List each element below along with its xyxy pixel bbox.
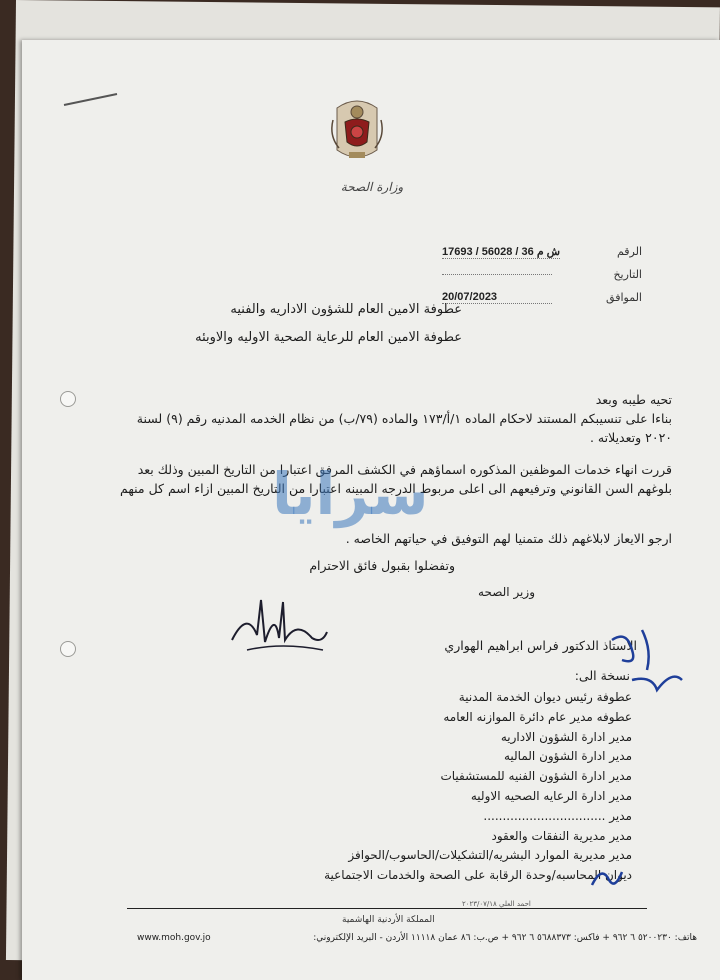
- greeting: تحيه طيبه وبعد: [595, 392, 672, 407]
- footer-kingdom: المملكة الأردنية الهاشمية: [342, 915, 435, 925]
- body-paragraph-1: بناءا على تنسيبكم المستند لاحكام الماده ١/أ/١٧٣ والماده (٧٩/ب) من نظام الخدمه المدنيه رقم (٩) لسنة ٢٠٢٠ وتعديلاته .: [136, 411, 672, 445]
- footer-contacts: [137, 933, 697, 943]
- cc-item: مدير ادارة الشؤون الماليه: [503, 749, 632, 764]
- addressee-1: عطوفة الامين العام للشؤون الاداريه والفنيه: [230, 302, 462, 317]
- corresponding-date-value: 20/07/2023: [442, 291, 552, 304]
- reference-number-row: [442, 240, 642, 263]
- reference-block: [442, 240, 642, 309]
- handwritten-signature: [227, 580, 337, 670]
- reference-note: احمد العلي ٢٠٢٣/٠٧/١٨: [462, 900, 531, 908]
- corresponding-date-label: الموافق: [606, 291, 642, 304]
- cc-label: نسخة الى:: [574, 668, 630, 683]
- footer-contact-details: هاتف: ٥٢٠٠٢٣٠ ٦ ٩٦٢ + فاكس: ٥٦٨٨٣٧٣ ٦ ٩٦٢ + ص.ب: ٨٦ عمان ١١١١٨ الأردن - البريد الإلكتروني:: [313, 933, 697, 943]
- minister-title: وزير الصحه: [478, 585, 535, 599]
- body-paragraph-3: ارجو الايعاز لابلاغهم ذلك متمنيا لهم التوفيق في حياتهم الخاصه .: [345, 531, 672, 546]
- cc-item: مدير ادارة الرعايه الصحيه الاوليه: [470, 788, 632, 803]
- addressee-2: عطوفة الامين العام للرعاية الصحية الاوليه والاوبئه: [195, 330, 462, 345]
- cc-item: عطوفه مدير عام دائرة الموازنه العامه: [443, 709, 632, 724]
- jordan-crest-icon: [327, 90, 387, 170]
- pen-annotation: [587, 860, 627, 895]
- date-label: التاريخ: [613, 268, 642, 281]
- cc-item: مدير مديرية النفقات والعقود: [491, 828, 632, 843]
- cc-item: مدير ................................: [483, 808, 632, 823]
- corresponding-date-row: [442, 286, 642, 309]
- reference-number-label: الرقم: [616, 245, 642, 258]
- letter-page: [22, 40, 720, 980]
- cc-item: ديوان المحاسبه/وحدة الرقابة على الصحة والخدمات الاجتماعية: [324, 868, 632, 883]
- punch-hole: [60, 641, 76, 657]
- pen-annotation: [602, 620, 692, 700]
- punch-hole: [60, 391, 76, 407]
- cc-item: مدير مديرية الموارد البشريه/التشكيلات/الحاسوب/الحوافز: [348, 848, 632, 863]
- cc-item: عطوفة رئيس ديوان الخدمة المدنية: [458, 690, 632, 704]
- closing-line: وتفضلوا بقبول فائق الاحترام: [309, 558, 455, 573]
- cc-item: مدير ادارة الشؤون الاداريه: [500, 729, 632, 744]
- reference-number-value: 17693 / 56028 / 36 ش م: [442, 245, 561, 258]
- body-paragraph-2: قررت انهاء خدمات الموظفين المذكوره اسماؤهم في الكشف المرفق اعتبارا من التاريخ المبين وذلك بعد بلوغهم السن القانوني وترفيعهم الى اعلى مربوط الدرجه المبينه اعتبارا من التاريخ المبين ازاء اسم كل منهم: [120, 462, 672, 496]
- pen-mark: [62, 90, 122, 110]
- signer-name: الاستاذ الدكتور فراس ابراهيم الهواري: [444, 638, 637, 653]
- date-value: [442, 274, 552, 275]
- date-row: [442, 263, 642, 286]
- footer-website: www.moh.gov.jo: [137, 933, 211, 943]
- ministry-name: وزارة الصحة: [340, 180, 404, 194]
- cc-item: مدير ادارة الشؤون الفنيه للمستشفيات: [440, 769, 632, 784]
- cc-list: [212, 688, 632, 886]
- watermark: سرايا: [272, 460, 429, 528]
- footer-divider: [127, 908, 647, 909]
